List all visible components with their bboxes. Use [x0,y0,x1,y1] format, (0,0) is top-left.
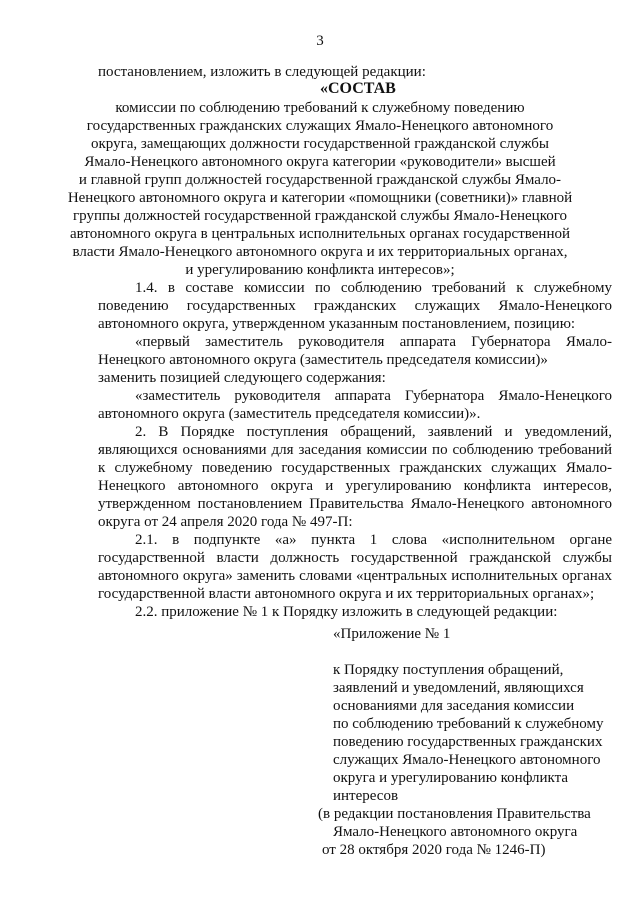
appendix-line: к Порядку поступления обращений, [333,662,564,678]
appendix-line: по соблюдению требований к служебному [333,716,604,732]
composition-line: Ненецкого автономного округа и категории «помощники (советники)» главной [67,190,573,206]
paragraph-2-1-line: 2.1. в подпункте «а» пункта 1 слова «исполнительном органе [135,532,612,548]
composition-line: автономного округа в центральных исполнительных органах государственной [69,226,571,242]
appendix-line: служащих Ямало-Ненецкого автономного [333,752,601,768]
appendix-line: Ямало-Ненецкого автономного округа [333,824,578,840]
paragraph-2-line: Ненецкого автономного округа и урегулированию конфликта интересов, [98,478,612,494]
paragraph-2-line: утвержденном постановлением Правительства Ямало-Ненецкого автономного [98,496,612,512]
appendix-line: округа и урегулированию конфликта [333,770,569,786]
intro-line: постановлением, изложить в следующей редакции: [98,64,426,80]
composition-line: и главной групп должностей государственной гражданской службы Ямало- [78,172,562,188]
appendix-title: «Приложение № 1 [333,626,451,642]
appendix-line: от 28 октября 2020 года № 1246-П) [322,842,546,858]
quote-new-position-line: автономного округа (заместитель председателя комиссии)». [98,406,481,422]
composition-line: комиссии по соблюдению требований к служебному поведению [115,100,525,116]
appendix-line: (в редакции постановления Правительства [318,806,591,822]
paragraph-1-4-line: поведению государственных гражданских служащих Ямало-Ненецкого [98,298,612,314]
paragraph-2-1-line: государственной власти автономного округа и их территориальных органах»; [98,586,595,602]
composition-line: власти Ямало-Ненецкого автономного округа и их территориальных органах, [72,244,568,260]
appendix-line: заявлений и уведомлений, являющихся [333,680,584,696]
composition-line: группы должностей государственной гражданской службы Ямало-Ненецкого [72,208,568,224]
composition-line: Ямало-Ненецкого автономного округа категории «руководители» высшей [84,154,556,170]
page-number: 3 [316,33,324,49]
paragraph-2-line: округа от 24 апреля 2020 года № 497-П: [98,514,353,530]
appendix-line: поведению государственных гражданских [333,734,603,750]
appendix-line: основаниями для заседания комиссии [333,698,575,714]
composition-heading: «СОСТАВ [320,80,396,97]
paragraph-2-2-line: 2.2. приложение № 1 к Порядку изложить в следующей редакции: [135,604,558,620]
paragraph-2-line: являющихся основаниями для заседания комиссии по соблюдению требований [98,442,612,458]
appendix-line: интересов [333,788,399,804]
composition-line: округа, замещающих должности государственной гражданской службы [91,136,549,152]
composition-line: и урегулированию конфликта интересов»; [185,262,455,278]
paragraph-2-line: 2. В Порядке поступления обращений, заявлений и уведомлений, [135,424,612,440]
quote-new-position-line: «заместитель руководителя аппарата Губернатора Ямало-Ненецкого [135,388,612,404]
paragraph-2-line: к служебному поведению государственных гражданских служащих Ямало- [98,460,612,476]
replace-line: заменить позицией следующего содержания: [98,370,386,386]
quote-old-position-line: Ненецкого автономного округа (заместитель председателя комиссии)» [98,352,548,368]
paragraph-1-4-line: автономного округа, утвержденном указанным постановлением, позицию: [98,316,576,332]
quote-old-position-line: «первый заместитель руководителя аппарата Губернатора Ямало- [135,334,612,350]
paragraph-2-1-line: автономного округа» заменить словами «центральных исполнительных органах [98,568,612,584]
composition-line: государственных гражданских служащих Ямало-Ненецкого автономного [86,118,554,134]
paragraph-1-4-line: 1.4. в составе комиссии по соблюдению требований к служебному [135,280,612,296]
paragraph-2-1-line: государственной власти должность государственной гражданской службы [98,550,612,566]
